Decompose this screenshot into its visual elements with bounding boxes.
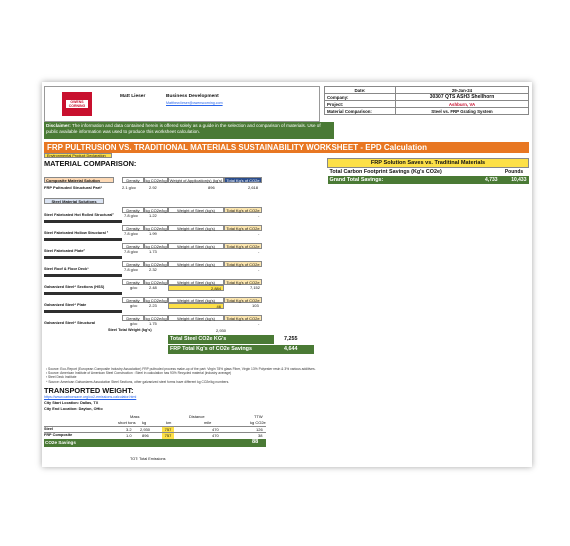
steel-row-kg: 2.32 [149,267,157,272]
transport-row-km[interactable]: 757 [162,427,174,433]
steel-row-kg: 1.73 [149,249,157,254]
savings-row-label: Total Carbon Footprint Savings (Kg's CO2e) [329,169,442,175]
frp-savings-label: FRP Total Kg's of CO2e Savings [170,346,252,352]
savings-title: FRP Solution Saves vs. Traditinal Materials [328,159,529,168]
distance-header: Distance [189,414,205,419]
steel-row-total: 7,152 [250,285,261,290]
transport-row-name: Steel [44,427,54,431]
row-divider [44,310,122,313]
steel-row [44,297,264,314]
steel-row [44,207,264,224]
grand-total-label: Grand Total Savings: [329,177,384,183]
material-comparison-heading: MATERIAL COMPARISON: [44,159,137,168]
row-divider [44,238,122,241]
steel-weight-header: Weight of Steel (kg's) [168,261,224,267]
co2-savings-row [44,439,266,447]
steel-row [44,243,264,260]
footnote: ³ Steel Deck Institute [46,375,77,380]
steel-row-name: Steel Fabricated Plate² [44,249,85,253]
steel-row-kg: 1.75 [149,321,157,326]
steel-row-weight[interactable]: 2,884 [168,285,224,291]
company-logo [62,92,92,116]
contact-name: Matt Lieser [120,94,146,99]
frp-savings-row [168,345,314,354]
steel-density-header: Density [122,225,144,231]
company-label: Company: [325,94,396,101]
transport-row-co2: 38 [258,433,263,438]
steel-total-header: Total Kg's of CO2e [224,279,262,285]
row-divider [44,220,122,223]
co2-header: kg CO2e [250,420,266,425]
steel-total-weight: 2,930 [216,328,227,333]
co2-savings-value: 88 [252,439,259,445]
steel-section [44,198,344,363]
savings-summary [327,158,529,184]
total-steel-label: Total Steel CO2e KG's [170,336,227,342]
transport-row-km[interactable]: 757 [162,433,174,439]
composite-label: Composite Material Solution [44,177,114,183]
row-divider [44,256,122,259]
steel-row-density: 7.8 g/cc [124,231,139,236]
total-steel-value: 7,255 [284,336,298,342]
footnotes [46,367,316,384]
steel-row-weight[interactable]: 46 [168,303,224,309]
steel-weight-header: Weight of Steel (kg's) [168,315,224,321]
steel-kg-header: kg CO2e/kg [145,208,167,213]
transport-row-kg: 896 [142,433,149,438]
km-header: km [166,420,172,425]
steel-row-total: - [258,267,260,272]
transport-row [44,432,266,439]
steel-density-header: Density [122,207,144,213]
transport-start: City Start Location: Dallas, TX [44,401,99,405]
steel-density-header: Density [122,297,144,303]
steel-row [44,315,264,327]
transport-row-mile: 470 [212,433,219,438]
transport-row-short: 1.0 [126,433,132,438]
disclaimer-label: Disclaimer: [46,123,71,128]
steel-row-total: 103 [252,303,259,308]
row-divider [44,274,122,277]
project-label: Project: [325,101,396,108]
steel-total-header: Total Kg's of CO2e [224,207,262,213]
company-value: 30307 QTS ASH3 Shellhorn [396,94,529,101]
footnote: ¹ Source: Eco-Report (European Composite Industry Association) FRP pultruded process make-up of the part: Virgin 78% glass Fiber, Virgin 13% Polyester resin & 3% various additives. [46,367,316,371]
steel-total-header: Total Kg's of CO2e [224,225,262,231]
steel-row-density: 7.8 g/cc [124,267,139,272]
total-steel-row [168,335,274,344]
steel-weight-header: Weight of Steel (kg's) [168,225,224,231]
steel-row-total: - [258,231,260,236]
worksheet-page [42,82,532,467]
composite-total: 2,618 [248,185,259,190]
disclaimer-text: The information and data contained herein is offered solely as a guide in the selection and comparison of materials. Use of public available information was used to produce this worksheet calculation. [46,123,321,134]
steel-row-name: Galvanized Steel⁴ Sections (HSS) [44,285,105,289]
steel-weight-header: Weight of Steel (kg's) [168,279,224,285]
composite-total-header: Total Kg's of CO2e [224,177,262,183]
mass-header: Mass [130,414,140,419]
transport-row-kg: 2,930 [140,427,151,432]
steel-row-density: g/cc [130,285,138,290]
steel-row-kg: 1.99 [149,231,157,236]
steel-row-density: 7.8 g/cc [124,213,139,218]
steel-row-total: - [258,213,260,218]
steel-row-kg: 2.48 [149,285,157,290]
steel-density-header: Density [122,315,144,321]
composite-density-header: Density [122,177,144,183]
frp-savings-value: 4,644 [284,346,298,352]
material-value: Steel vs. FRP Grating System [396,108,529,115]
steel-density-header: Density [122,261,144,267]
steel-weight-header: Weight of Steel (kg's) [168,207,224,213]
grand-total-kg: 4,733 [485,177,498,183]
short-tons-header: short tons [118,420,136,425]
savings-pounds-header: Pounds [504,169,524,175]
steel-row-name: Steel Roof & Floor Deck³ [44,267,89,271]
project-info-table [324,86,529,115]
steel-row-density: 7.8 g/cc [124,249,139,254]
transport-end: City End Location: Dayton, OHio [44,407,103,411]
composite-item: FRP Pultruded Structural Part¹ [44,185,102,190]
material-label: Material Comparison: [325,108,396,115]
project-value: Ashburn, VA [396,101,529,108]
steel-kg-header: kg CO2e/kg [145,226,167,231]
steel-row [44,225,264,242]
logo-text: OWENS CORNING [68,100,86,108]
composite-weight-header: Weight of Application(s) (kg's) [169,178,223,183]
steel-kg-header: kg CO2e/kg [145,298,167,303]
transport-heading: TRANSPORTED WEIGHT: [44,386,134,395]
steel-row [44,279,264,296]
composite-kg-header: kg CO2e/kg [145,178,167,183]
steel-row-density: g/cc [130,321,138,326]
date-label: Date: [325,87,396,94]
steel-row-kg: 2.23 [149,303,157,308]
steel-row-total: - [258,249,260,254]
composite-kg: 2.92 [149,185,157,190]
steel-kg-header: kg CO2e/kg [145,262,167,267]
transport-row-mile: 470 [212,427,219,432]
kg-header: kg [142,420,147,425]
steel-row-kg: 1.22 [149,213,157,218]
steel-row [44,261,264,278]
transport-row-short: 3.2 [126,427,132,432]
epd-label: Environmental Product Declaration [44,153,112,158]
steel-total-weight-label: Steel Total Weight (kg's) [108,328,152,332]
transport-table [44,415,344,455]
date-value: 29-Jan-24 [396,87,529,94]
grand-total-lb: 10,433 [511,177,527,183]
steel-total-header: Total Kg's of CO2e [224,261,262,267]
co2-savings-label: CO2e Savings [45,440,76,445]
footnote: ² Source: American Institute of American Steel Construction : Steel in calculation has 93% Recycled material (industry average) [46,371,232,376]
composite-weight: 896 [208,185,215,190]
row-divider [44,292,122,295]
steel-weight-header: Weight of Steel (kg's) [168,297,224,303]
steel-total-header: Total Kg's of CO2e [224,243,262,249]
steel-kg-header: kg CO2e/kg [145,244,167,249]
steel-kg-header: kg CO2e/kg [145,280,167,285]
steel-density-header: Density [122,279,144,285]
steel-row-name: Steel Fabricated Hollow Structural ² [44,231,109,235]
steel-row-density: g/cc [130,303,138,308]
worksheet-banner: FRP PULTRUSION VS. TRADITIONAL MATERIALS SUSTAINABILITY WORKSHEET - EPD Calculation [44,142,529,153]
composite-density: 2.1 g/cc [122,185,137,190]
disclaimer [44,122,334,139]
steel-row-total: - [258,321,260,326]
transport-link[interactable]: https://www.carbonsave.org/co2-emissions-calculator.html [44,395,137,399]
mile-header: mile [204,420,212,425]
steel-weight-header: Weight of Steel (kg's) [168,243,224,249]
contact-email[interactable]: Matthew.lieser@owenscorning.com [166,101,223,105]
steel-row-name: Steel Fabricated Hot Rolled Structural² [44,213,114,217]
steel-total-header: Total Kg's of CO2e [224,297,262,303]
contact-role: Business Development [166,94,219,99]
footnote: ⁴ Source: American Galvanizers Association Steel Sections, other galvanized steel forms have different kg CO2e/kg numbers. [46,379,230,384]
ttw-header: TTW [254,414,263,419]
steel-total-header: Total Kg's of CO2e [224,315,262,321]
transport-footer: TOT: Total Emissions [130,457,166,461]
steel-row-name: Galvanized Steel⁴ Structural [44,321,96,325]
steel-label: Steel Material Solutions [44,198,104,204]
steel-row-name: Galvanized Steel⁴ Plate [44,303,87,307]
transport-row-co2: 126 [256,427,263,432]
steel-kg-header: kg CO2e/kg [145,316,167,321]
transport-row-name: FRP Composite [44,433,73,437]
steel-density-header: Density [122,243,144,249]
